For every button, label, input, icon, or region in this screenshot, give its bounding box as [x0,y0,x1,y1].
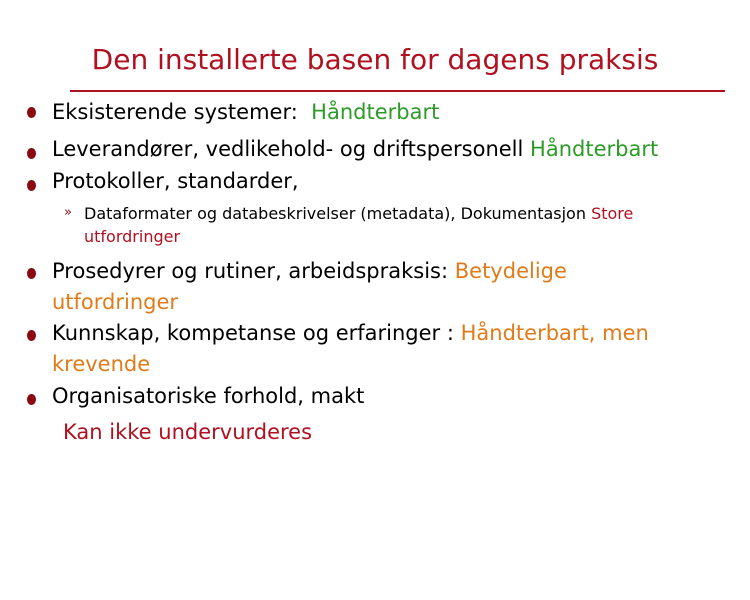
bullet-icon [27,330,36,341]
bullet-item-vendors [52,134,732,165]
item-text: Leverandører, vedlikehold- og driftspersonell [52,137,524,161]
item-assessment: Håndterbart [530,137,659,161]
sub-item-text: Dataformater og databeskrivelser (metadata), Dokumentasjon [84,204,586,223]
item-text: Eksisterende systemer: [52,100,298,124]
note-text: Kan ikke undervurderes [63,420,313,444]
bullet-icon [27,107,36,118]
item-text: Kunnskap, kompetanse og erfaringer : [52,321,454,345]
bullet-icon [27,268,36,279]
item-text: Protokoller, standarder, [52,169,299,193]
bullet-icon [27,394,36,405]
bullet-icon [27,180,36,191]
bullet-item-knowledge [52,318,692,380]
item-assessment: Betydelige utfordringer [52,259,567,314]
item-assessment: Håndterbart, men krevende [52,321,649,376]
bullet-item-protocols [52,166,732,197]
sub-item-data-formats [84,202,734,248]
sub-bullet-icon: » [64,205,72,220]
bullet-item-organisational [52,381,732,412]
item-text: Organisatoriske forhold, makt [52,384,365,408]
item-text: Prosedyrer og rutiner, arbeidspraksis: [52,259,449,283]
item-assessment: Håndterbart [311,100,440,124]
sub-item-assessment: Store utfordringer [84,204,634,246]
bullet-item-procedures [52,256,652,318]
bullet-item-existing-systems [52,97,732,128]
bullet-icon [27,148,36,159]
slide-title: Den installerte basen for dagens praksis [91,43,659,76]
title-underline [70,90,725,92]
